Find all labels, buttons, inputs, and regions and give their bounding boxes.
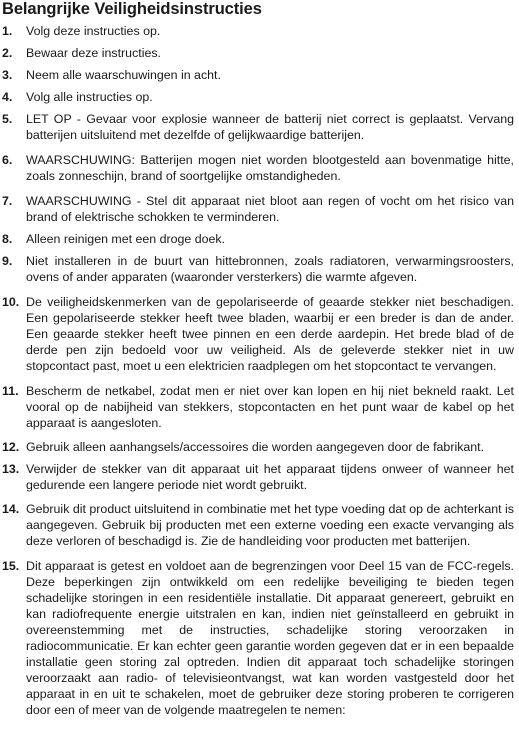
item-number: 11.: [2, 384, 19, 398]
instruction-item-9: [2, 253, 514, 285]
item-number: 14.: [2, 502, 20, 516]
item-text: Bewaar deze instructies.: [26, 46, 161, 60]
instruction-item-7: [2, 193, 514, 225]
item-text: Niet installeren in de buurt van hittebronnen, zoals radiatoren, verwarmingsroosters, ovens of ander apparaten (waaronder versterkers) die warmte afgeven.: [26, 254, 514, 284]
item-text: LET OP - Gevaar voor explosie wanneer de batterij niet correct is geplaatst. Vervang batterijen uitsluitend met dezelfde of gelijkwaardige batterijen.: [26, 112, 514, 142]
item-number: 8.: [2, 232, 13, 246]
item-number: 5.: [2, 112, 13, 126]
instruction-item-11: [2, 383, 514, 431]
instruction-item-14: [2, 501, 514, 549]
item-text: Gebruik dit product uitsluitend in combinatie met het type voeding dat op de achterkant is aangegeven. Gebruik bij producten met een externe voeding een exacte vervanging als deze verloren of beschadigd is. Zie de handleiding voor producten met batterijen.: [26, 502, 514, 548]
instruction-item-3: [2, 67, 514, 83]
item-number: 6.: [2, 153, 13, 167]
instruction-item-4: [2, 89, 514, 105]
instruction-item-15: [2, 558, 514, 718]
item-text: Bescherm de netkabel, zodat men er niet over kan lopen en hij niet bekneld raakt. Let vooral op de nabijheid van stekkers, stopcontacten en het punt waar de kabel op het apparaat is aangesloten.: [26, 384, 514, 430]
page-title: Belangrijke Veiligheidsinstructies: [2, 0, 262, 18]
item-number: 12.: [2, 440, 20, 454]
item-number: 10.: [2, 295, 20, 309]
instruction-item-10: [2, 294, 514, 374]
item-text: Dit apparaat is getest en voldoet aan de begrenzingen voor Deel 15 van de FCC-regels. Deze beperkingen zijn ontwikkeld om een redelijke beveiliging te bieden tegen schadelijke storingen in een residentiële installatie. Dit apparaat genereert, gebruikt en kan radiofrequente energie uitstralen en kan, indien niet geïnstalleerd en gebruikt in overeenstemming met de instructies, schadelijke storing veroorzaken in radiocommunicatie. Er kan echter geen garantie worden gegeven dat er in een bepaalde installatie geen storing zal optreden. Indien dit apparaat toch schadelijke storingen veroorzaakt aan radio- of televisieontvangst, wat kan worden vastgesteld door het apparaat in en uit te schakelen, moet de gebruiker deze storing proberen te corrigeren door een of meer van de volgende maatregelen te nemen:: [26, 559, 514, 717]
item-text: Gebruik alleen aanhangsels/accessoires die worden aangegeven door de fabrikant.: [26, 440, 485, 454]
item-text: Volg alle instructies op.: [26, 90, 153, 104]
item-text: WAARSCHUWING: Batterijen mogen niet worden blootgesteld aan bovenmatige hitte, zoals zonneschijn, brand of soortgelijke omstandigheden.: [26, 153, 514, 183]
item-text: De veiligheidskenmerken van de gepolariseerde of geaarde stekker niet beschadigen. Een gepolariseerde stekker heeft twee bladen, waarbij er een breder is dan de ander. Een geaarde stekker heeft twee pinnen en een derde aardepin. Het brede blad of de derde pen zijn bedoeld voor uw veiligheid. Als de geleverde stekker niet in uw stopcontact past, moet u een elektricien raadplegen om het stopcontact te vervangen.: [26, 295, 514, 373]
item-number: 9.: [2, 254, 13, 268]
instruction-item-13: [2, 461, 514, 493]
item-number: 1.: [2, 24, 13, 38]
item-text: Neem alle waarschuwingen in acht.: [26, 68, 221, 82]
instruction-item-2: [2, 45, 514, 61]
item-number: 3.: [2, 68, 13, 82]
item-text: WAARSCHUWING - Stel dit apparaat niet bloot aan regen of vocht om het risico van brand of elektrische schokken te verminderen.: [26, 194, 514, 224]
instruction-item-8: [2, 231, 514, 247]
item-text: Verwijder de stekker van dit apparaat uit het apparaat tijdens onweer of wanneer het gedurende een langere periode niet wordt gebruikt.: [26, 462, 514, 492]
instruction-item-1: [2, 23, 514, 39]
instruction-item-5: [2, 111, 514, 143]
item-text: Alleen reinigen met een droge doek.: [26, 232, 226, 246]
item-number: 7.: [2, 194, 13, 208]
instruction-item-6: [2, 152, 514, 184]
item-number: 13.: [2, 462, 20, 476]
safety-instructions-list: [2, 23, 514, 718]
instruction-item-12: [2, 439, 514, 455]
item-text: Volg deze instructies op.: [26, 24, 161, 38]
item-number: 15.: [2, 559, 20, 573]
item-number: 2.: [2, 46, 13, 60]
item-number: 4.: [2, 90, 13, 104]
